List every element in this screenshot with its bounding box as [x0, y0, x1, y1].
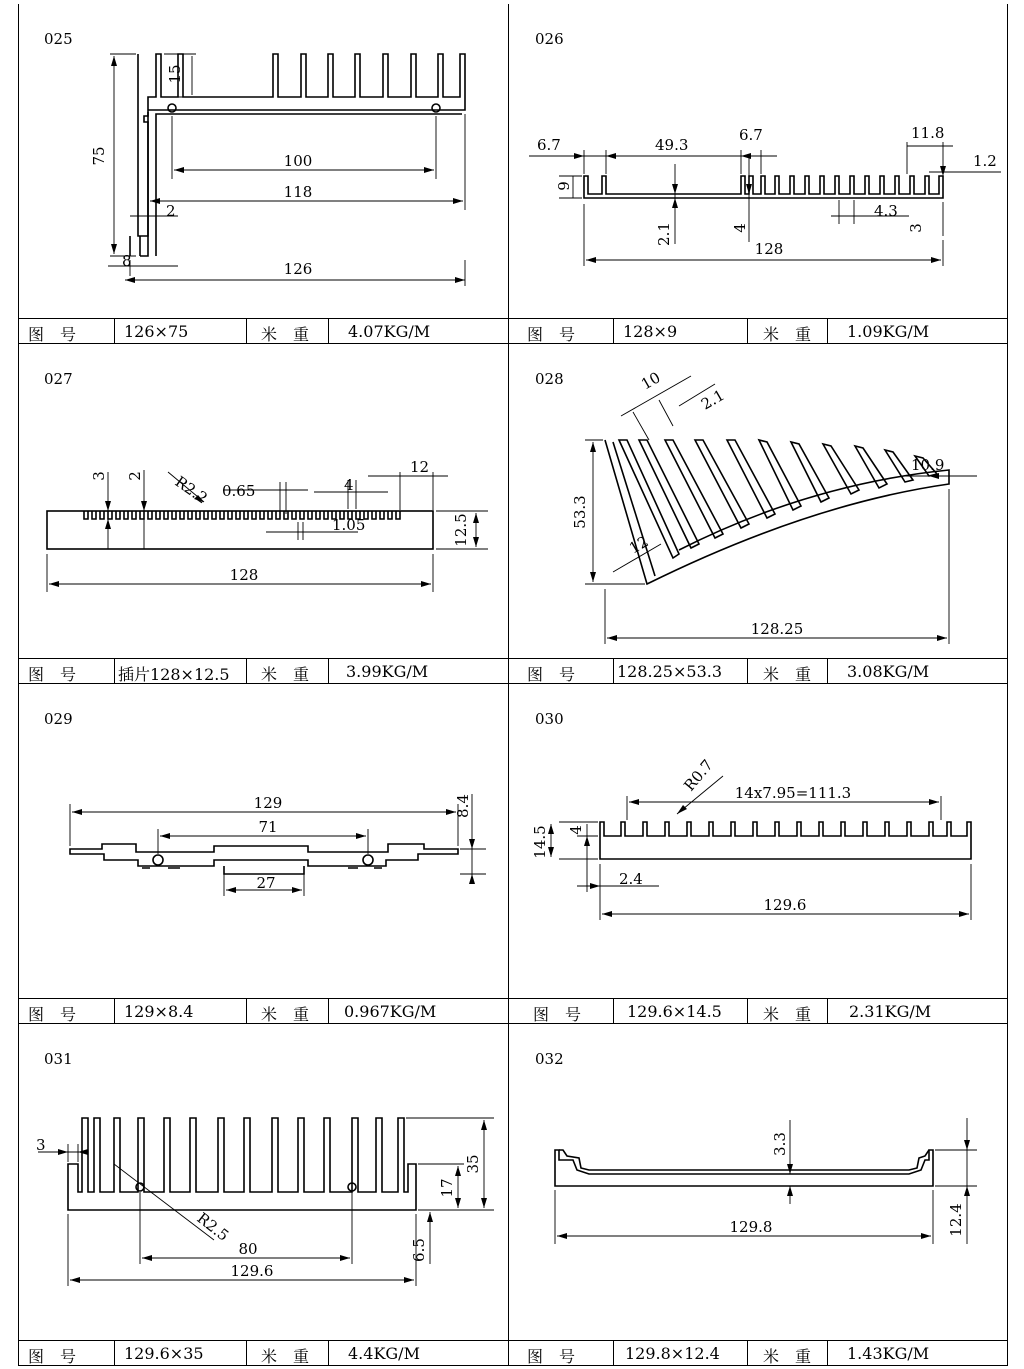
tray-outline: [555, 1150, 933, 1186]
dim-inner: 100: [283, 152, 313, 170]
dim-height: 53.3: [571, 495, 589, 529]
profile-025: [18, 4, 508, 344]
profile-drawing: [18, 4, 508, 344]
weight-label: 米 重: [261, 1005, 310, 1024]
dim-12: 12: [410, 458, 430, 476]
dim-edge-fin: 6.7: [537, 136, 561, 154]
figure-no-label: 图 号: [28, 1005, 77, 1024]
profile-code: 031: [44, 1050, 73, 1068]
profile-032: [509, 1024, 1008, 1366]
profile-026: [509, 4, 1008, 344]
dim-109: 10.9: [911, 456, 945, 474]
dim-33: 3.3: [771, 1132, 789, 1156]
weight-value: 4.4KG/M: [348, 1344, 420, 1363]
dim-width: 128.25: [750, 620, 804, 638]
weight-label: 米 重: [763, 325, 812, 344]
dim-10: 10: [638, 368, 664, 394]
dim-80: 80: [238, 1240, 258, 1258]
size-value: 129.6×14.5: [627, 1002, 722, 1021]
dim-3: 3: [90, 471, 108, 481]
info-row: [509, 1340, 1008, 1366]
weight-label: 米 重: [763, 1347, 812, 1366]
profile-029: [18, 684, 508, 1024]
figure-no-label: 图 号: [527, 1347, 576, 1366]
dim-end: 11.8: [911, 124, 945, 142]
weight-value: 0.967KG/M: [344, 1002, 437, 1021]
weight-value: 2.31KG/M: [849, 1002, 932, 1021]
size-value: 129.8×12.4: [625, 1344, 720, 1363]
figure-no-label: 图 号: [28, 665, 77, 684]
profile-code: 026: [535, 30, 564, 48]
info-row: [509, 318, 1008, 344]
dim-width: 126: [283, 260, 313, 278]
dim-width: 129.8: [729, 1218, 773, 1236]
info-row: [509, 658, 1008, 684]
info-row: [18, 658, 508, 684]
dim-3: 3: [907, 223, 925, 233]
dim-fin-thick: 1.2: [973, 152, 997, 170]
profile-drawing: [509, 4, 1008, 344]
dim-3: 3: [36, 1136, 46, 1154]
dim-height: 12.5: [452, 513, 470, 547]
dim-radius: R2.2: [171, 472, 211, 508]
profile-drawing: [509, 684, 1008, 1024]
dim-height: 35: [464, 1154, 482, 1174]
dim-24: 2.4: [619, 870, 643, 888]
dim-pitch: 4.3: [874, 202, 898, 220]
dim-width: 129.6: [230, 1262, 274, 1280]
size-value: 126×75: [124, 322, 189, 341]
dim-pitch: 14x7.95=111.3: [734, 784, 852, 802]
dim-height: 8.4: [454, 794, 472, 818]
profile-code: 028: [535, 370, 564, 388]
profile-031: [18, 1024, 508, 1366]
dim-width: 129: [253, 794, 283, 812]
dim-radius: R2.5: [193, 1208, 233, 1245]
weight-label: 米 重: [261, 325, 310, 344]
profile-code: 029: [44, 710, 73, 728]
dim-065: 0.65: [222, 482, 256, 500]
profile-drawing: [509, 344, 1008, 684]
dim-wall: 2: [166, 202, 176, 220]
size-value: 129.6×35: [124, 1344, 204, 1363]
size-value: 128.25×53.3: [617, 662, 723, 681]
dim-gap: 49.3: [655, 136, 689, 154]
profile-code: 030: [535, 710, 564, 728]
curved-heatsink-outline: [605, 440, 949, 584]
dim-base: 2.1: [655, 222, 673, 246]
dim-height: 75: [90, 146, 108, 166]
info-row: [18, 1340, 508, 1366]
weight-value: 4.07KG/M: [348, 322, 431, 341]
dim-base: 6.5: [410, 1238, 428, 1262]
profile-code: 027: [44, 370, 73, 388]
heatsink-outline: [600, 822, 971, 859]
dim-105: 1.05: [332, 516, 366, 534]
dim-17: 17: [438, 1178, 456, 1198]
dim-12: 12: [626, 532, 652, 558]
dim-21: 2.1: [698, 385, 728, 414]
figure-no-label: 图 号: [28, 1347, 77, 1366]
size-value: 129×8.4: [124, 1002, 194, 1021]
dim-height: 14.5: [531, 825, 549, 859]
profile-drawing: [18, 684, 508, 1024]
dim-width: 128: [229, 566, 259, 584]
info-row: [18, 318, 508, 344]
profile-drawing: [509, 1024, 1008, 1366]
weight-value: 3.08KG/M: [847, 662, 930, 681]
figure-no-label: 图 号: [533, 1005, 582, 1024]
size-value: 插片128×12.5: [118, 665, 230, 684]
weight-value: 1.43KG/M: [847, 1344, 930, 1363]
dim-fin: 15: [166, 64, 184, 84]
figure-no-label: 图 号: [527, 325, 576, 344]
heatsink-outline: [68, 1118, 416, 1210]
dim-width: 128: [754, 240, 784, 258]
weight-value: 1.09KG/M: [847, 322, 930, 341]
dim-span: 118: [283, 183, 313, 201]
profile-028: [509, 344, 1008, 684]
profile-drawing: [18, 1024, 508, 1366]
profile-code: 025: [44, 30, 73, 48]
profile-drawing: [18, 344, 508, 684]
profile-027: [18, 344, 508, 684]
profile-030: [509, 684, 1008, 1024]
dim-4: 4: [344, 476, 354, 494]
dim-height: 9: [555, 181, 573, 191]
plate-outline: [70, 844, 458, 874]
dim-width: 129.6: [763, 896, 807, 914]
insert-plate-outline: [47, 511, 433, 549]
dim-base: 8: [122, 252, 132, 270]
size-value: 128×9: [623, 322, 678, 341]
heatsink-outline: [584, 176, 943, 198]
weight-label: 米 重: [261, 1347, 310, 1366]
dim-height: 12.4: [947, 1203, 965, 1237]
dim-radius: R0.7: [680, 756, 717, 795]
figure-no-label: 图 号: [527, 665, 576, 684]
dim-2: 2: [126, 471, 144, 481]
info-row: [509, 998, 1008, 1024]
dim-base: 4: [567, 825, 585, 835]
weight-label: 米 重: [763, 1005, 812, 1024]
dim-4: 4: [731, 223, 749, 233]
weight-label: 米 重: [261, 665, 310, 684]
figure-no-label: 图 号: [28, 325, 77, 344]
dim-mid-fin: 6.7: [739, 126, 763, 144]
dim-27: 27: [256, 874, 276, 892]
profile-code: 032: [535, 1050, 564, 1068]
dim-71: 71: [258, 818, 278, 836]
weight-value: 3.99KG/M: [346, 662, 429, 681]
weight-label: 米 重: [763, 665, 812, 684]
info-row: [18, 998, 508, 1024]
